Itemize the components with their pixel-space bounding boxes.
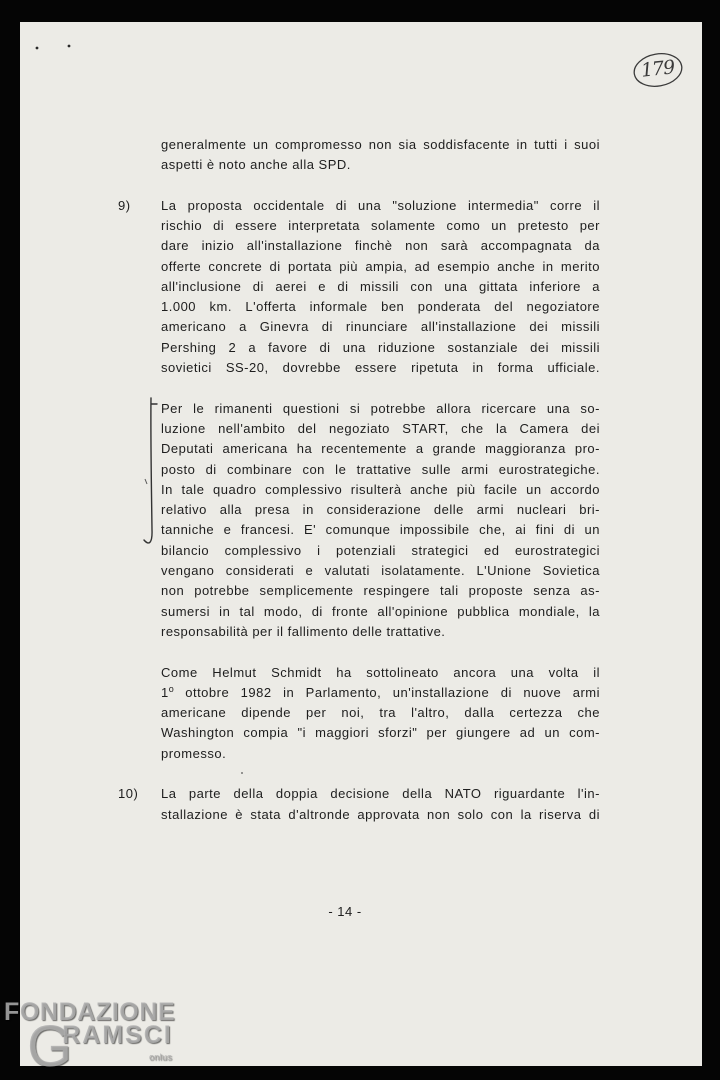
text-line: offerte concrete di portata più ampia, ad esempio anche in merito bbox=[161, 258, 600, 274]
page-number: - 14 - bbox=[328, 904, 362, 919]
text-line: aspetti è noto anche alla SPD. bbox=[161, 157, 351, 173]
ordinal-superscript: o bbox=[168, 683, 174, 694]
typed-text bbox=[118, 135, 600, 845]
text-line: La parte della doppia decisione della NATO riguardante l'in- bbox=[161, 786, 600, 802]
text-line: relativo alla presa in considerazione delle armi nucleari bri- bbox=[161, 502, 600, 518]
text-line: bilancio complessivo i potenziali strategici ed eurostrategici bbox=[161, 542, 600, 558]
text-line: stallazione è stata d'altronde approvata non solo con la riserva di bbox=[161, 806, 600, 822]
text-line: non potrebbe semplicemente respingere tali proposte senza as- bbox=[161, 583, 600, 599]
text-line: dare inizio all'installazione finchè non sarà accompagnata da bbox=[161, 238, 600, 254]
text-line: In tale quadro complessivo risulterà anche più facile un accordo bbox=[161, 481, 600, 497]
text-line: americane dipende per noi, tra l'altro, dalla certezza che bbox=[161, 705, 600, 721]
text-line-date bbox=[161, 683, 600, 703]
text-line: promesso. bbox=[161, 745, 227, 761]
paragraph-continuation bbox=[161, 135, 600, 176]
paragraph-schmidt bbox=[161, 663, 600, 764]
text-line: rischio di essere interpretata solamente como un pretesto per bbox=[161, 217, 600, 233]
point-number: 9) bbox=[118, 197, 131, 213]
text-line: Pershing 2 a favore di una riduzione sostanziale dei missili bbox=[161, 339, 600, 355]
text-line: tanniche e francesi. E' comunque impossibile che, ai fini di un bbox=[161, 522, 600, 538]
watermark-logo-suffix: onlus bbox=[149, 1052, 173, 1062]
text-line: Per le rimanenti questioni si potrebbe allora ricercare una so- bbox=[161, 400, 600, 416]
text-line: 1.000 km. L'offerta informale ben ponderata del negoziatore bbox=[161, 299, 600, 315]
text-line: luzione nell'ambito del negoziato START, che la Camera dei bbox=[161, 420, 600, 436]
text-line: Come Helmut Schmidt ha sottolineato ancora una volta il bbox=[161, 664, 600, 680]
text-line: responsabilità per il fallimento delle trattative. bbox=[161, 623, 446, 639]
text-line: La proposta occidentale di una "soluzione intermedia" corre il bbox=[161, 197, 600, 213]
text-line: all'inclusione di aerei e di missili con una gittata inferiore a bbox=[161, 278, 600, 294]
point-9 bbox=[118, 196, 600, 379]
text-line: sovietici SS-20, dovrebbe essere ripetuta in forma ufficiale. bbox=[161, 360, 600, 376]
point-number: 10) bbox=[118, 786, 139, 802]
watermark-logo-line1: FONDAZIONE bbox=[4, 998, 176, 1026]
text-line: sumersi in tal modo, di fronte all'opinione pubblica mondiale, la bbox=[161, 603, 600, 619]
text-line: Washington compia "i maggiori sforzi" per giungere ad un com- bbox=[161, 725, 600, 741]
handwritten-folio-number: 179 bbox=[639, 56, 676, 82]
watermark-logo-line2: GRAMSCI bbox=[27, 1014, 173, 1079]
text-line: Deputati americana ha recentemente a grande maggioranza pro- bbox=[161, 441, 600, 457]
text-line: posto di combinare con le trattative sulle armi eurostrategiche. bbox=[161, 461, 600, 477]
text-line: generalmente un compromesso non sia soddisfacente in tutti i suoi bbox=[161, 136, 600, 152]
date-day: 1 bbox=[161, 684, 169, 700]
date-line-rest: ottobre 1982 in Parlamento, un'installazione di nuove armi bbox=[173, 684, 600, 700]
paragraph-start-proposal bbox=[161, 399, 600, 643]
point-10 bbox=[118, 784, 600, 825]
text-line: vengano considerati e valutati isolatamente. L'Unione Sovietica bbox=[161, 563, 600, 579]
text-line: americano a Ginevra di rinunciare all'installazione dei missili bbox=[161, 319, 600, 335]
